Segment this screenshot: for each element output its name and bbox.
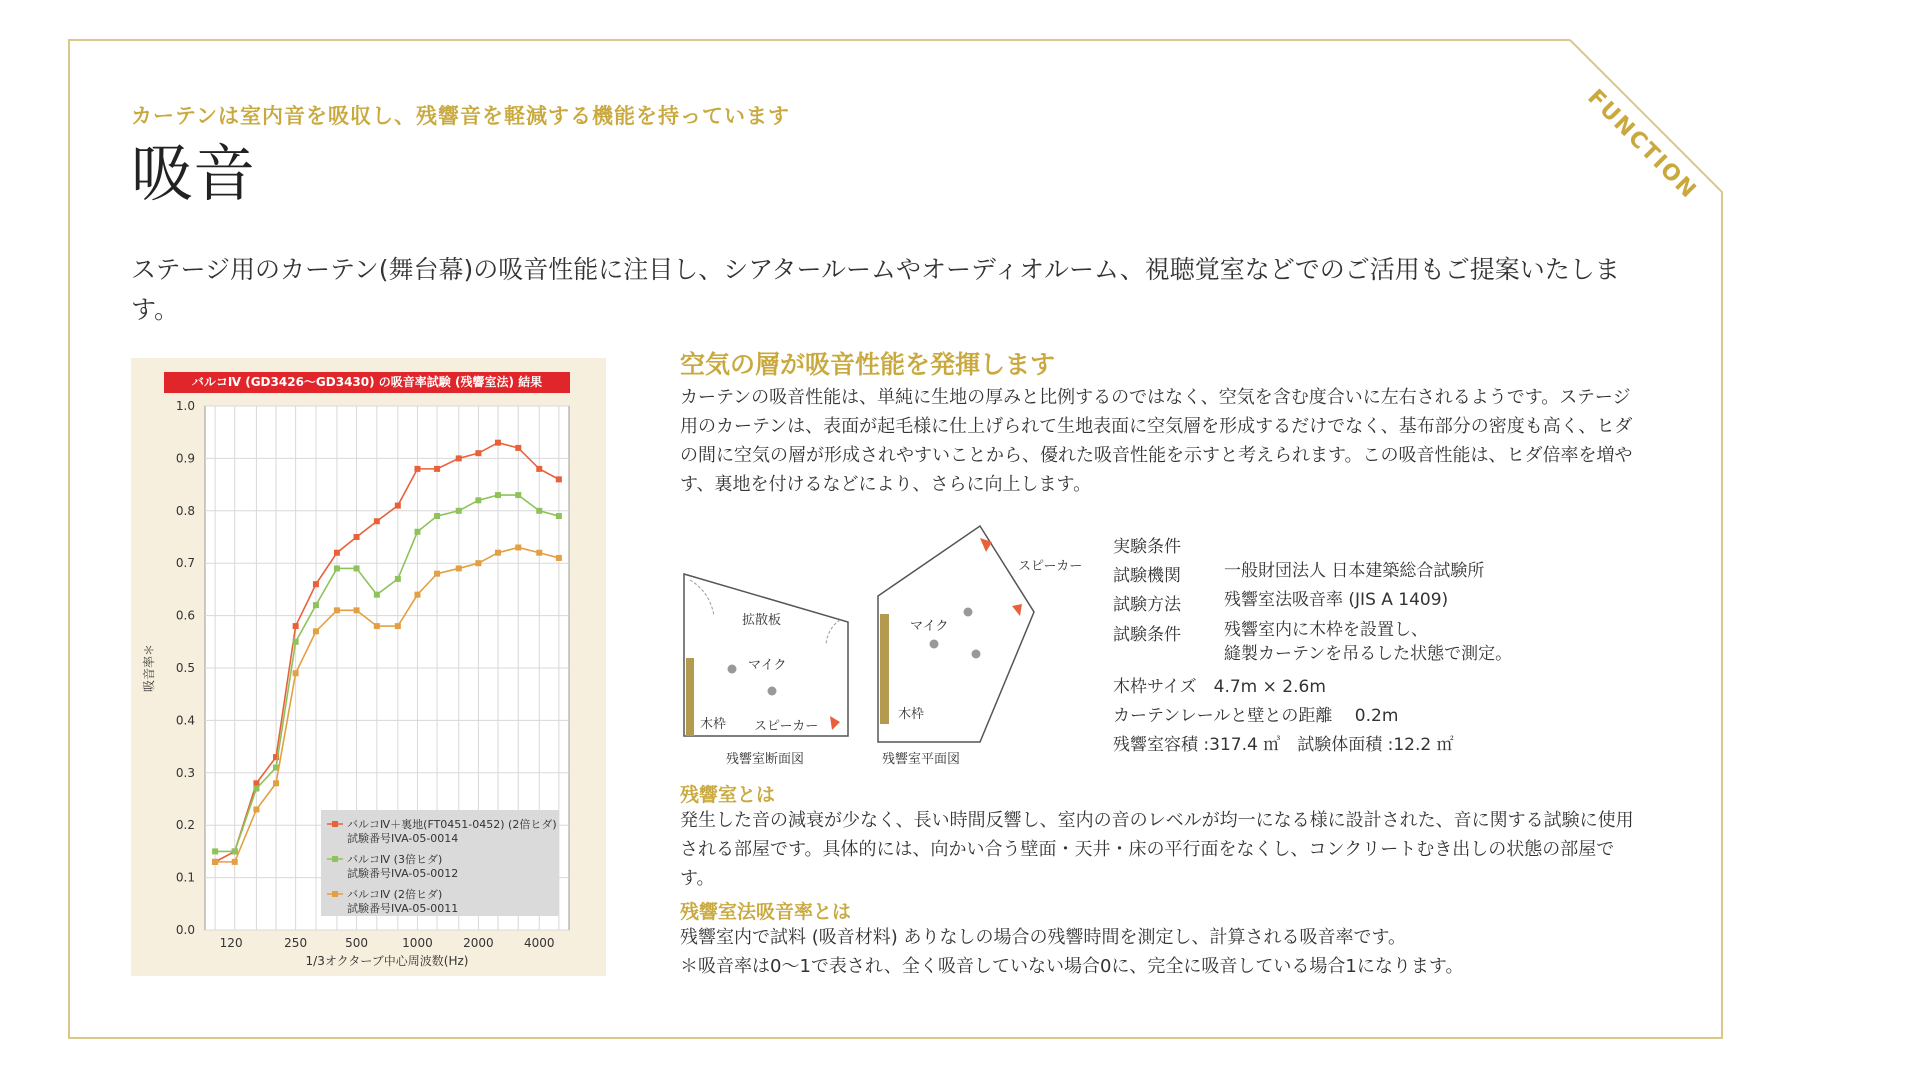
data-point — [515, 445, 521, 451]
wood-frame-marker — [880, 614, 889, 724]
frame-size: 木枠サイズ 4.7m × 2.6m — [1113, 677, 1326, 697]
condition-value: 残響室内に木枠を設置し、 — [1224, 620, 1428, 640]
x-tick-label: 1000 — [402, 936, 433, 950]
data-point — [395, 623, 401, 629]
y-tick-label: 0.2 — [175, 818, 195, 833]
legend-entry-test-no: 試験番号IVA-05-0014 — [347, 832, 459, 845]
data-point — [374, 592, 380, 598]
plan-view-diagram — [878, 526, 1082, 767]
absorption-rate-note: ＊吸音率は0～1で表され、全く吸音していない場合0に、完全に吸音している場合1になります。 — [680, 956, 1464, 977]
data-point — [414, 529, 420, 535]
x-tick-label: 2000 — [463, 936, 494, 950]
data-point — [313, 581, 319, 587]
data-point — [232, 848, 238, 854]
data-point — [334, 565, 340, 571]
data-point — [232, 859, 238, 865]
section-view-diagram — [684, 574, 848, 767]
data-point — [456, 455, 462, 461]
plan-mic-label: マイク — [910, 619, 949, 634]
data-point — [475, 560, 481, 566]
data-point — [536, 550, 542, 556]
absorption-rate-body: 残響室内で試料 (吸音材料) ありなしの場合の残響時間を測定し、計算される吸音率です。 — [680, 927, 1407, 948]
legend-swatch-marker — [332, 821, 338, 827]
data-point — [354, 534, 360, 540]
data-point — [556, 476, 562, 482]
data-point — [536, 508, 542, 514]
wood-frame-marker — [686, 658, 694, 736]
page-title: 吸音 — [131, 137, 256, 210]
diffuser-label: 拡散板 — [742, 613, 782, 628]
data-point — [434, 466, 440, 472]
legend-swatch-marker — [332, 856, 338, 862]
data-point — [495, 440, 501, 446]
data-point — [456, 565, 462, 571]
rail-distance: カーテンレールと壁との距離 0.2m — [1113, 706, 1399, 726]
data-point — [313, 628, 319, 634]
data-point — [536, 466, 542, 472]
data-point — [273, 780, 279, 786]
plan-view-caption: 残響室平面図 — [882, 752, 961, 767]
section-mic-label: マイク — [748, 658, 787, 673]
plan-frame-label: 木枠 — [898, 707, 925, 722]
x-tick-label: 4000 — [524, 936, 555, 950]
condition-label: 試験条件 — [1113, 625, 1181, 645]
y-tick-label: 0.9 — [175, 451, 195, 466]
y-tick-label: 1.0 — [175, 399, 195, 413]
data-point — [334, 550, 340, 556]
data-point — [374, 518, 380, 524]
legend-entry-test-no: 試験番号IVA-05-0012 — [347, 867, 459, 880]
x-tick-label: 120 — [219, 936, 243, 950]
condition-label: 試験方法 — [1113, 595, 1181, 615]
data-point — [293, 639, 299, 645]
x-axis-label: 1/3オクターブ中心周波数(Hz) — [305, 954, 469, 968]
reverb-room-diagrams — [680, 520, 1100, 770]
data-point — [515, 492, 521, 498]
data-point — [212, 859, 218, 865]
absorption-chart — [131, 358, 606, 976]
data-point — [475, 497, 481, 503]
reverb-room-title: 残響室とは — [680, 784, 776, 806]
data-point — [253, 786, 259, 792]
data-point — [495, 492, 501, 498]
conditions-title: 実験条件 — [1113, 537, 1181, 557]
y-tick-label: 0.0 — [175, 923, 195, 937]
data-point — [434, 513, 440, 519]
data-point — [293, 623, 299, 629]
absorption-rate-title: 残響室法吸音率とは — [680, 901, 852, 923]
section-body: カーテンの吸音性能は、単純に生地の厚みと比例するのではなく、空気を含む度合いに左右されるようです。ステージ用のカーテンは、表面が起毛様に仕上げられて生地表面に空気層を形成するだけでなく、基布部分の密度も高く、ヒダの間に空気の層が形成されやすいことから、優れた吸音性能を示すと考えられます。この吸音性能は、ヒダ倍率を増やす、裏地を付けるなどにより、さらに向上します。 — [680, 387, 1633, 495]
data-point — [456, 508, 462, 514]
data-point — [253, 806, 259, 812]
x-tick-label: 500 — [345, 936, 368, 950]
chart-title: バルコⅣ (GD3426～GD3430) の吸音率試験 (残響室法) 結果 — [164, 372, 570, 393]
intro-text: ステージ用のカーテン(舞台幕)の吸音性能に注目し、シアタールームやオーディオルーム、視聴覚室などでのご活用もご提案いたします。 — [131, 255, 1620, 324]
data-point — [354, 607, 360, 613]
data-point — [313, 602, 319, 608]
legend-entry-test-no: 試験番号IVA-05-0011 — [347, 902, 459, 915]
y-tick-label: 0.3 — [175, 765, 195, 780]
condition-value: 一般財団法人 日本建築総合試験所 — [1224, 561, 1485, 581]
reverb-room-body: 発生した音の減衰が少なく、長い時間反響し、室内の音のレベルが均一になる様に設計された、音に関する試験に使用される部屋です。具体的には、向かい合う壁面・天井・床の平行面をなくし、コンクリートむき出しの状態の部屋です。 — [680, 810, 1634, 889]
plan-speaker-label: スピーカー — [1018, 559, 1083, 574]
data-point — [293, 670, 299, 676]
data-point — [395, 576, 401, 582]
section-title: 空気の層が吸音性能を発揮します — [680, 350, 1056, 379]
legend-entry-name: バルコⅣ (2倍ヒダ) — [347, 888, 443, 901]
data-point — [495, 550, 501, 556]
condition-label: 試験機関 — [1113, 566, 1181, 586]
section-speaker-label: スピーカー — [754, 719, 819, 734]
function-corner-label: FUNCTION — [1582, 85, 1702, 205]
section-view-caption: 残響室断面図 — [726, 752, 805, 767]
data-point — [515, 544, 521, 550]
y-tick-label: 0.6 — [175, 608, 195, 623]
y-tick-label: 0.5 — [175, 661, 195, 675]
x-tick-label: 250 — [284, 936, 308, 950]
y-tick-label: 0.4 — [175, 713, 195, 728]
section-frame-label: 木枠 — [700, 717, 727, 732]
y-tick-label: 0.7 — [175, 556, 195, 571]
y-tick-label: 0.8 — [175, 503, 195, 518]
y-tick-label: 0.1 — [175, 870, 195, 885]
data-point — [374, 623, 380, 629]
chart-canvas — [131, 358, 606, 976]
condition-value: 縫製カーテンを吊るした状態で測定。 — [1224, 644, 1513, 664]
data-point — [475, 450, 481, 456]
data-point — [434, 571, 440, 577]
data-point — [212, 848, 218, 854]
legend-entry-name: バルコⅣ＋裏地(FT0451-0452) (2倍ヒダ) — [347, 818, 557, 831]
y-axis-label: 吸音率＊ — [142, 643, 156, 693]
data-point — [395, 503, 401, 509]
legend-entry-name: バルコⅣ (3倍ヒダ) — [347, 853, 443, 866]
legend-swatch-marker — [332, 891, 338, 897]
data-point — [354, 565, 360, 571]
data-point — [414, 466, 420, 472]
data-point — [334, 607, 340, 613]
data-point — [556, 513, 562, 519]
data-point — [556, 555, 562, 561]
data-point — [414, 592, 420, 598]
condition-value: 残響室法吸音率 (JIS A 1409) — [1224, 590, 1449, 610]
page-subtitle: カーテンは室内音を吸収し、残響音を軽減する機能を持っています — [131, 104, 790, 128]
room-volume: 残響室容積 :317.4 ㎥ 試験体面積 :12.2 ㎡ — [1113, 735, 1454, 755]
